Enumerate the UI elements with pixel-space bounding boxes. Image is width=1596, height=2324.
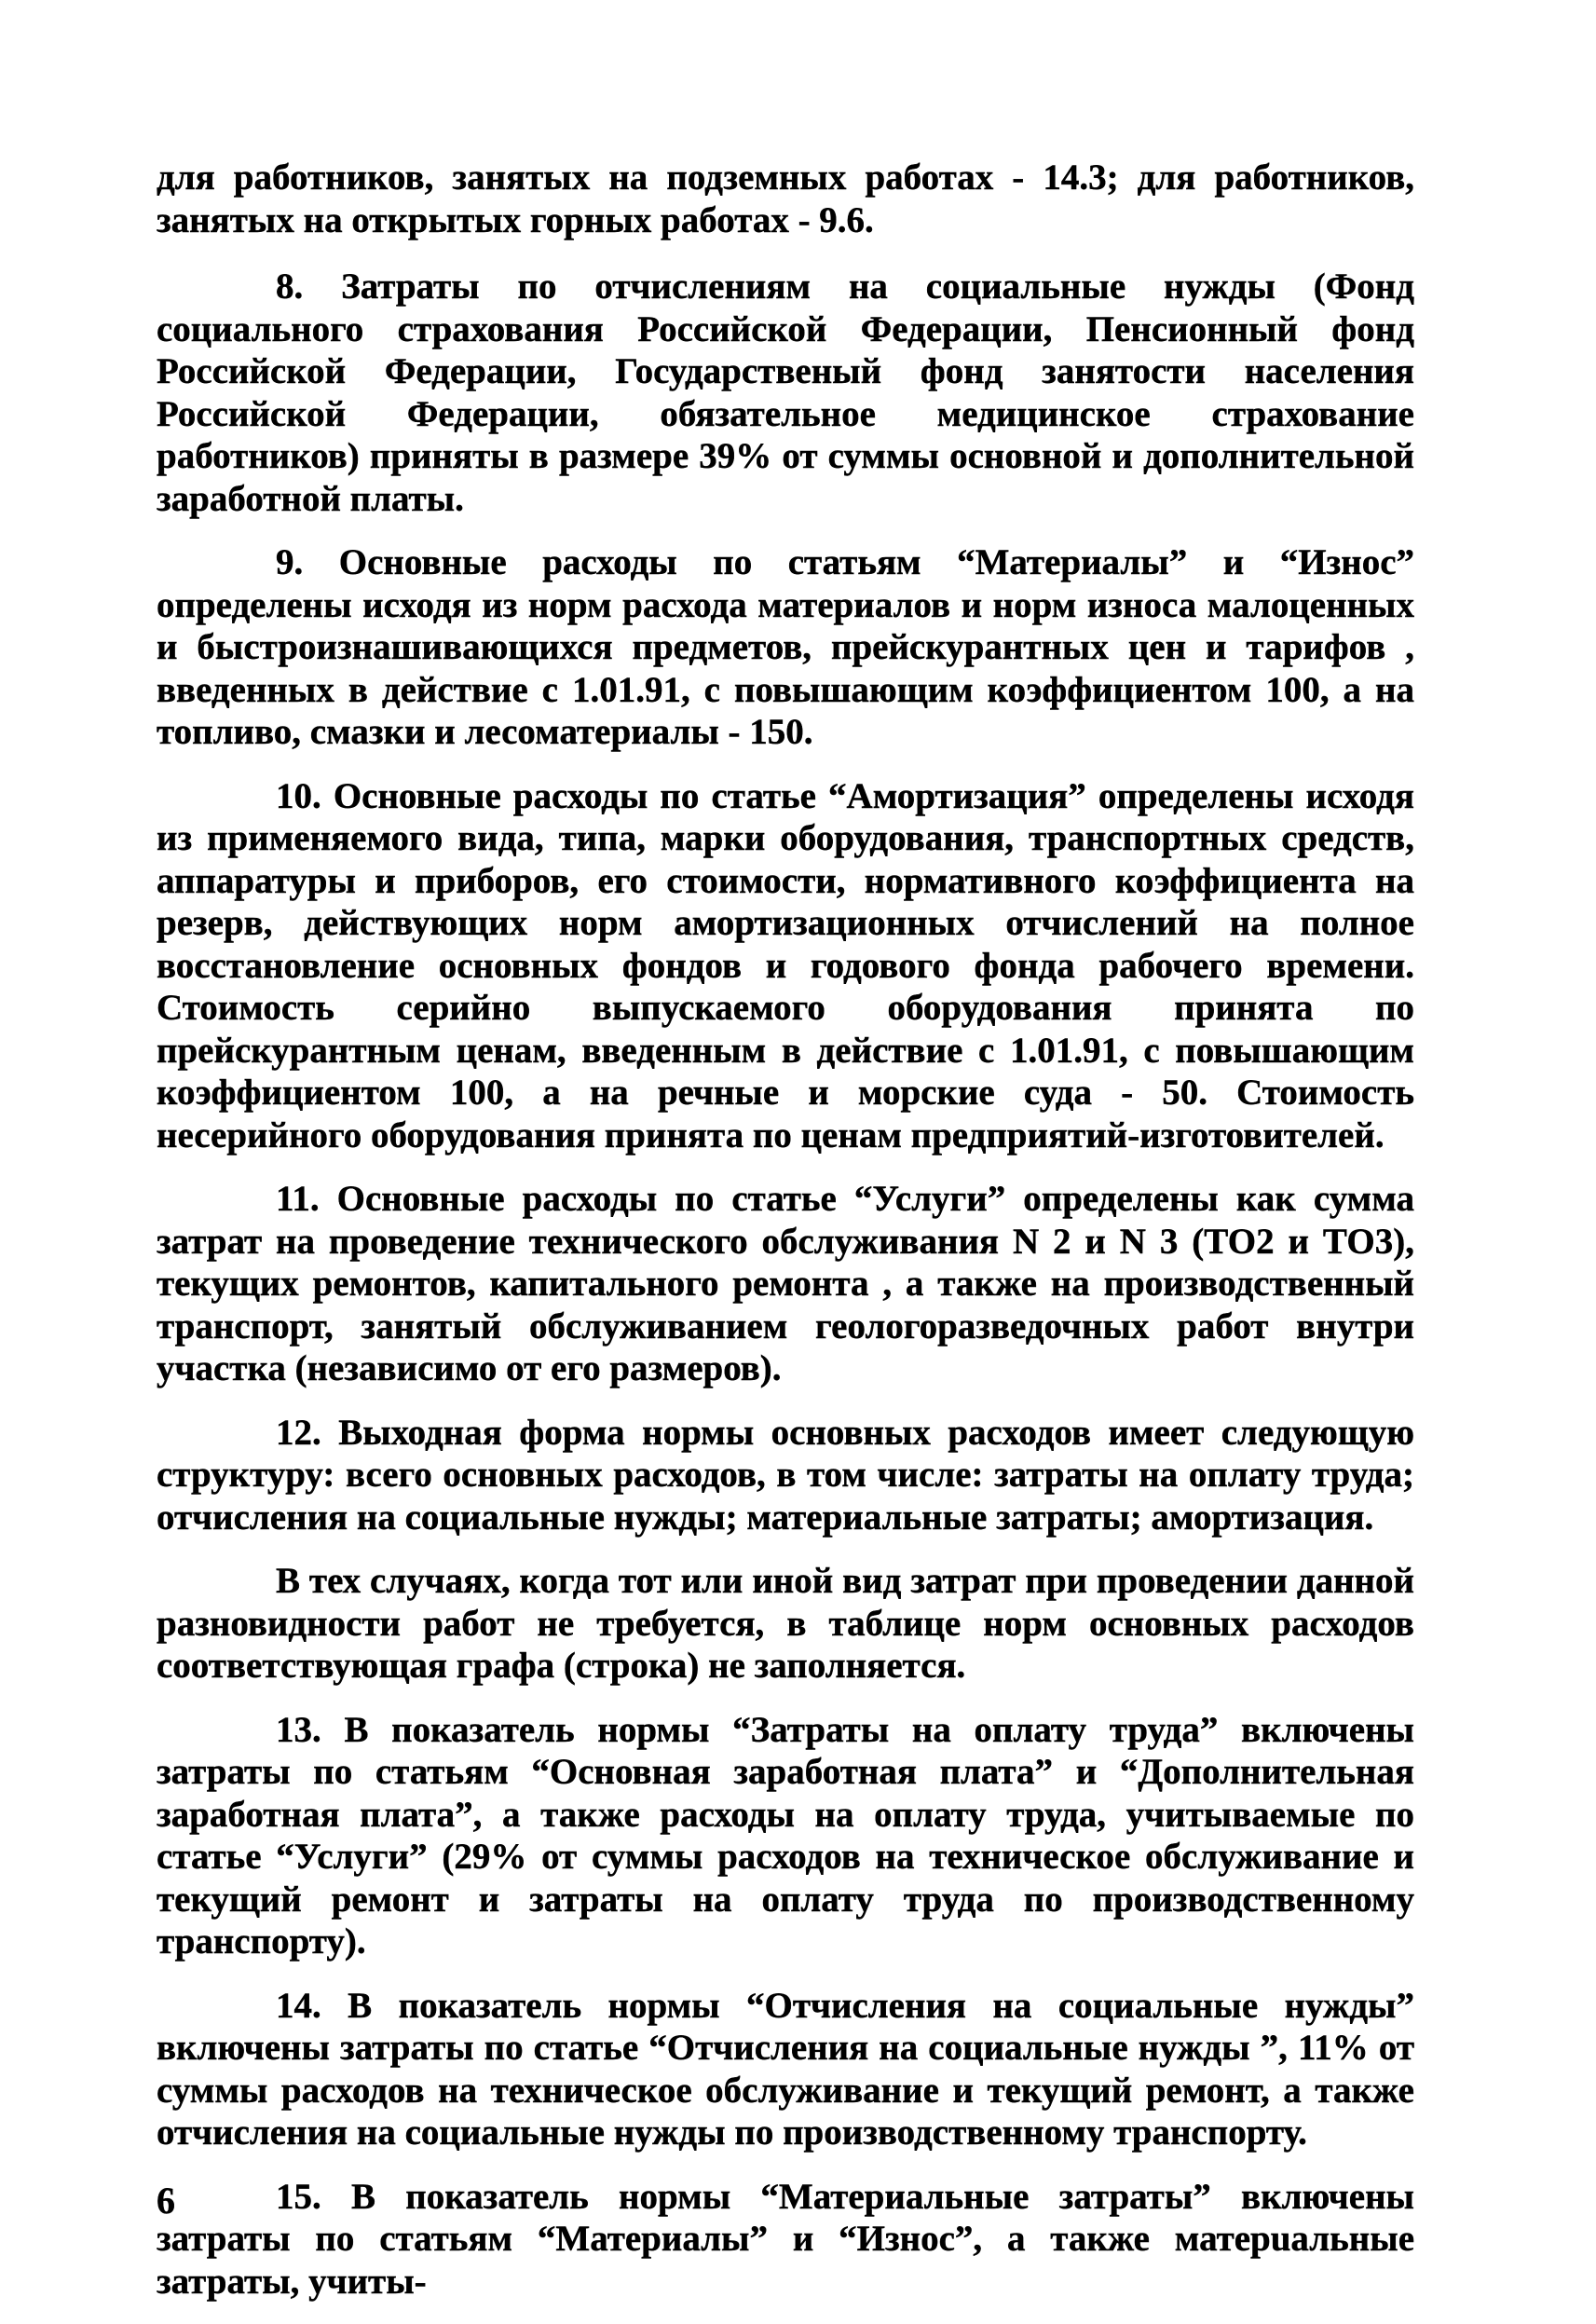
paragraph-9: 9. Основные расходы по статьям “Материалы” и “Износ” определены исходя из норм расхода материалов и норм износа малоценных и быстроизнашивающихся предметов, прейскурантных цен и тарифов , введенных в действие с 1.01.91, с повышающим коэффициентом 100, а на топливо, смазки и лесоматериалы - 150.: [157, 542, 1414, 752]
page-number: 6: [157, 2180, 175, 2221]
paragraph-10: 10. Основные расходы по статье “Амортизация” определены исходя из применяемого вида, типа, марки оборудования, транспортных средств, аппаратуры и приборов, его стоимости, нормативного коэффициента на резерв, действующих норм амортизационных отчислений на полное восстановление основных фондов и годового фонда рабочего времени. Стоимость серийно выпускаемого оборудования принята по прейскурантным ценам, введенным в действие с 1.01.91, с повышающим коэффициентом 100, а на речные и морские суда - 50. Стоимость несерийного оборудования принята по ценам предприятий-изготовителей.: [157, 775, 1414, 1155]
paragraph-14: 14. В показатель нормы “Отчисления на социальные нужды” включены затраты по статье “Отчисления на социальные нужды ”, 11% от суммы расходов на техническое обслуживание и текущий ремонт, а также отчисления на социальные нужды по производственному транспорту.: [157, 1985, 1414, 2153]
paragraph-11: 11. Основные расходы по статье “Услуги” определены как сумма затрат на проведение технического обслуживания N 2 и N 3 (ТО2 и ТО3), текущих ремонтов, капитального ремонта , а также на производственный транспорт, занятый обслуживанием геологоразведочных работ внутри участка (независимо от его размеров).: [157, 1179, 1414, 1388]
paragraph-8: 8. Затраты по отчислениям на социальные нужды (Фонд социального страхования Российской Федерации, Пенсионный фонд Российской Федерации, Государственый фонд занятости населения Российской Федерации, обязательное медицинское страхование работников) приняты в размере 39% от суммы основной и дополнительной заработной платы.: [157, 267, 1414, 519]
paragraph-12-note: В тех случаях, когда тот или иной вид затрат при проведении данной разновидности работ не требуется, в таблице норм основных расходов соответствующая графа (строка) не заполняется.: [157, 1561, 1414, 1686]
paragraph-15: 15. В показатель нормы “Материальные затраты” включены затраты по статьям “Материалы” и “Износ”, а также матерuальные затраты, учиты-: [157, 2176, 1414, 2302]
body-text: [157, 157, 1414, 2324]
paragraph-12: 12. Выходная форма нормы основных расходов имеет следующую структуру: всего основных расходов, в том числе: затраты на оплату труда; отчисления на социальные нужды; материальные затраты; амортизация.: [157, 1412, 1414, 1538]
paragraph-13: 13. В показатель нормы “Затраты на оплату труда” включены затраты по статьям “Основная заработная плата” и “Дополнительная заработная плата”, а также расходы на оплату труда, учитываемые по статье “Услуги” (29% от суммы расходов на техническое обслуживание и текущий ремонт и затраты на оплату труда по производственному транспорту).: [157, 1709, 1414, 1962]
paragraph-continuation: для работников, занятых на подземных работах - 14.3; для работников, занятых на открытых горных работах - 9.6.: [157, 157, 1414, 240]
